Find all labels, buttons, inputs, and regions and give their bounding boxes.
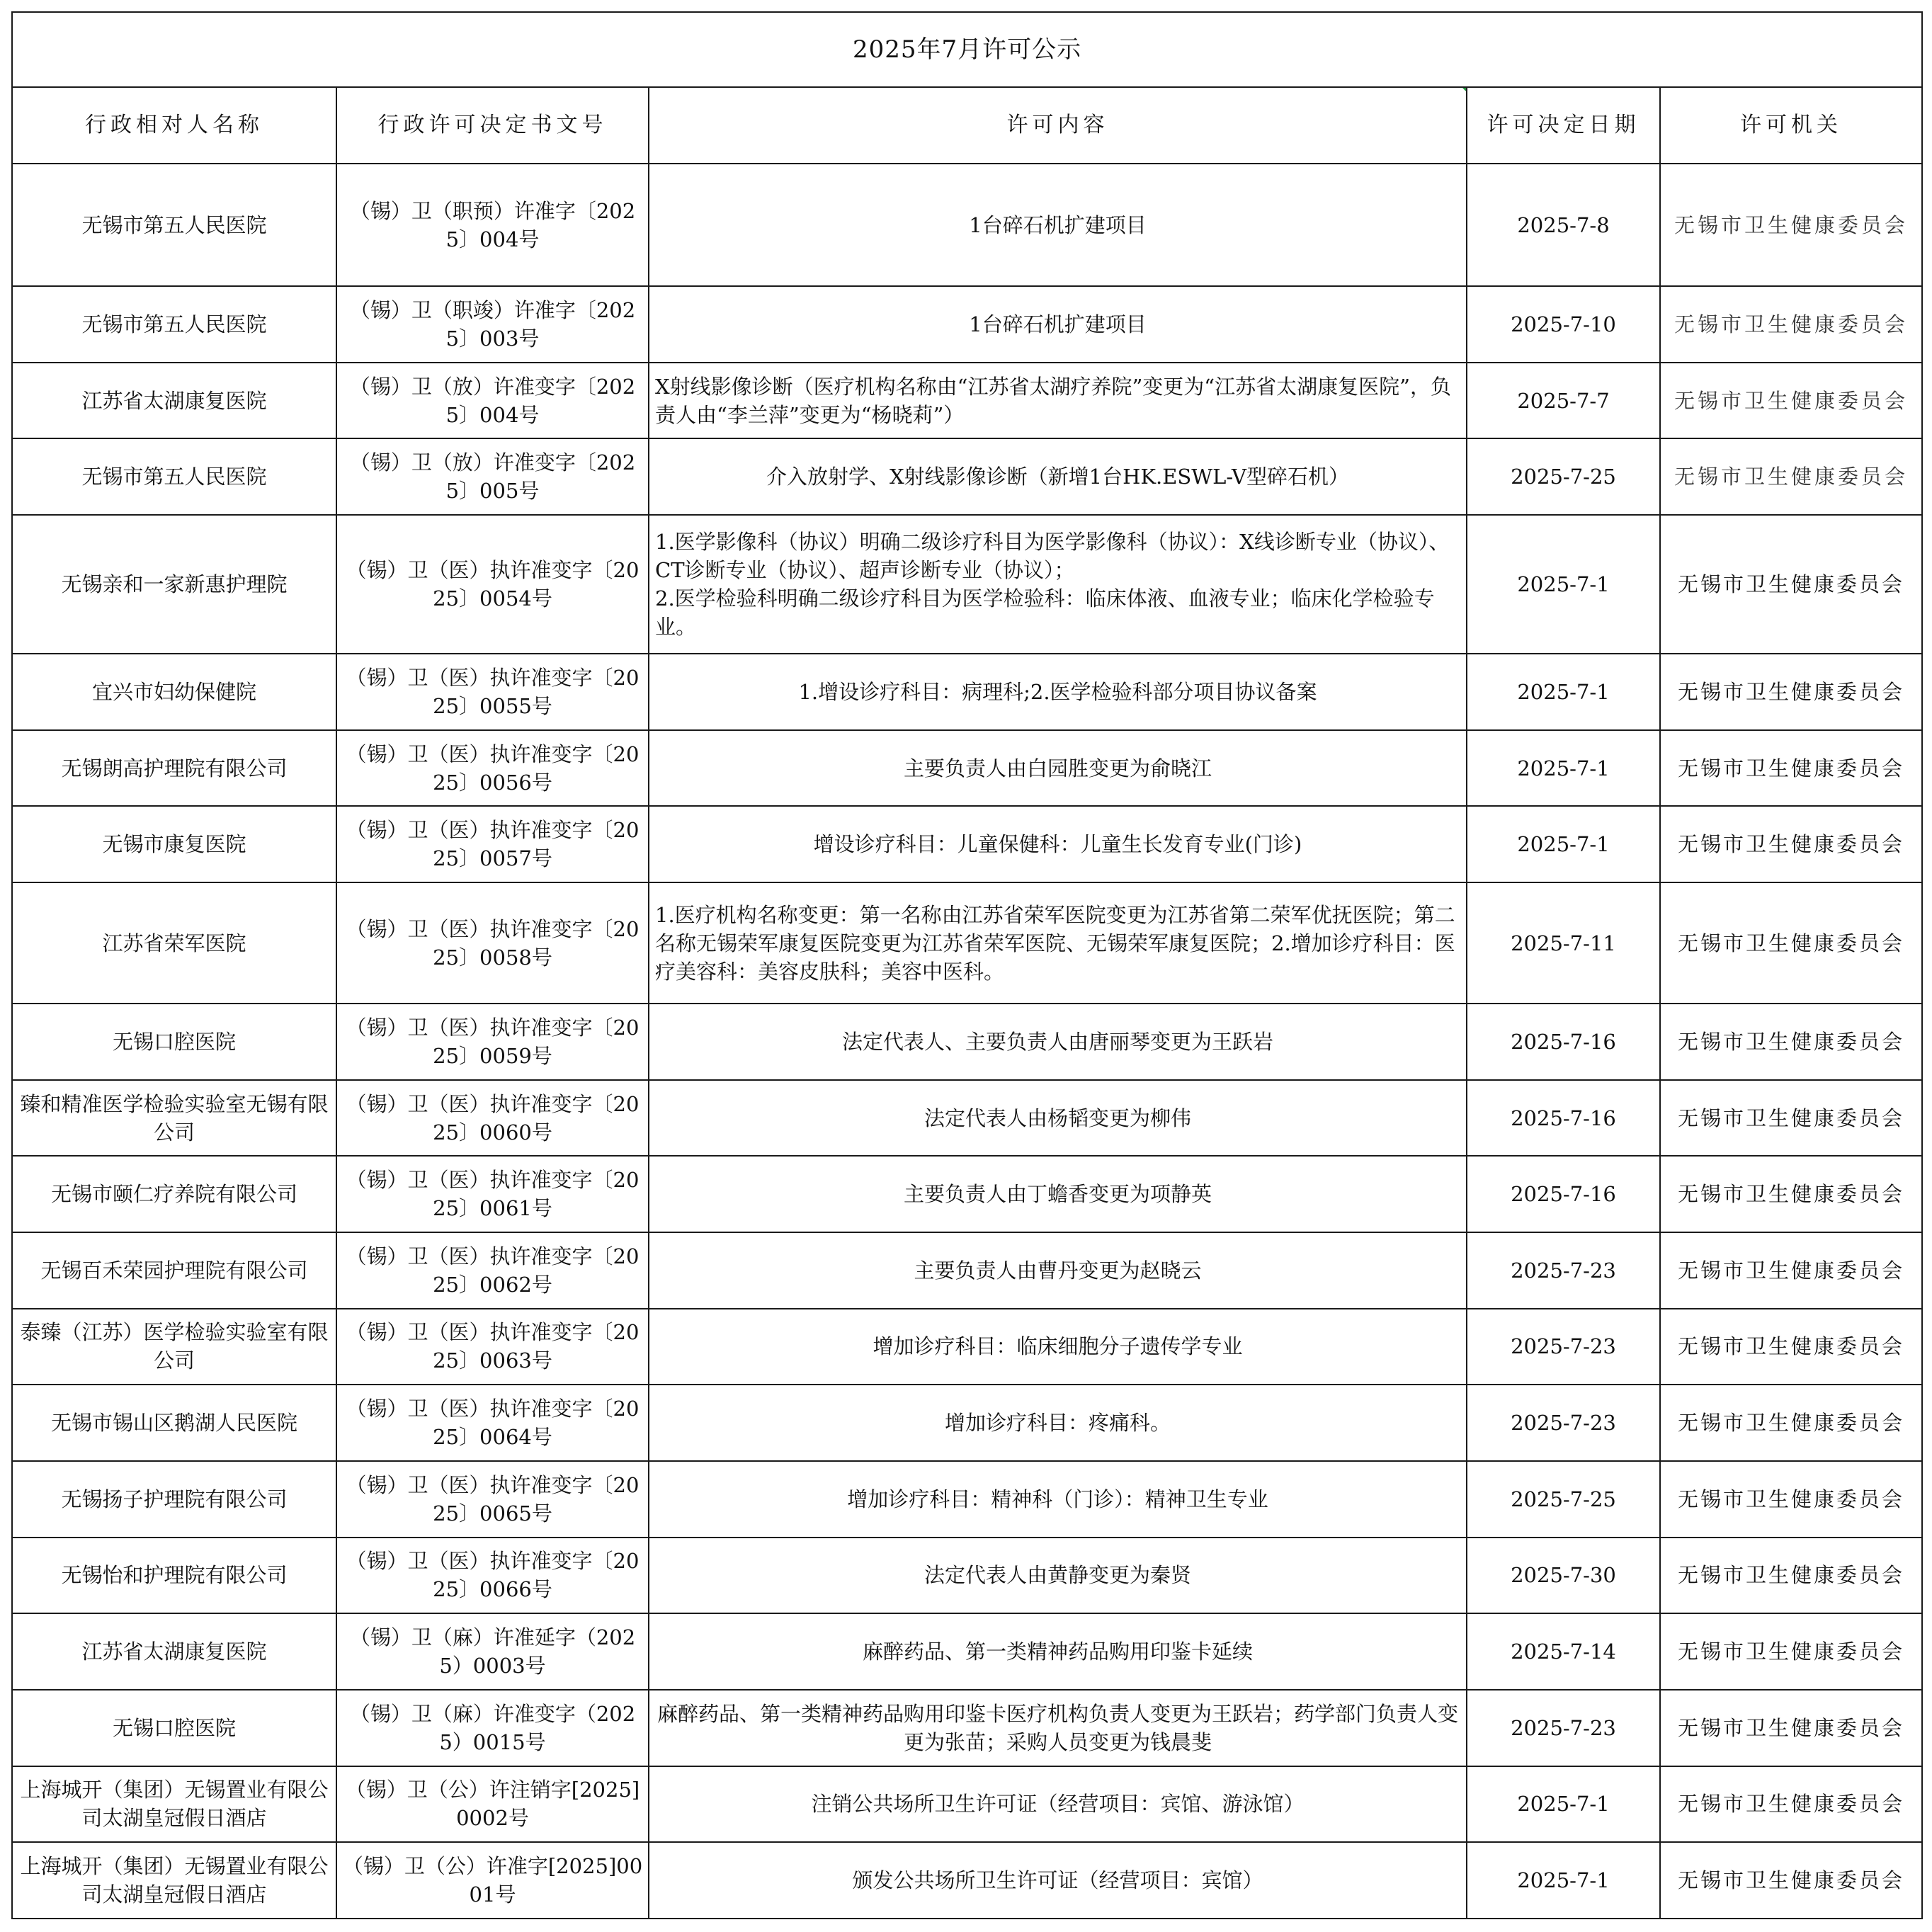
document-number-cell: （锡）卫（麻）许准变字（2025）0015号 (336, 1690, 649, 1766)
permit-table-sheet (11, 11, 1921, 1919)
applicant-cell: 无锡市第五人民医院 (12, 286, 336, 363)
permit-content-cell: 麻醉药品、第一类精神药品购用印鉴卡延续 (649, 1613, 1467, 1690)
decision-date-cell: 2025-7-25 (1467, 1461, 1660, 1538)
authority-cell: 无锡市卫生健康委员会 (1660, 438, 1922, 515)
document-number-cell: （锡）卫（职竣）许准字〔2025〕003号 (336, 286, 649, 363)
applicant-cell: 无锡市康复医院 (12, 806, 336, 882)
document-number-cell: （锡）卫（医）执许准变字〔2025〕0064号 (336, 1385, 649, 1461)
authority-cell: 无锡市卫生健康委员会 (1660, 1538, 1922, 1614)
decision-date-cell: 2025-7-16 (1467, 1080, 1660, 1157)
decision-date-cell: 2025-7-10 (1467, 286, 1660, 363)
document-number-cell: （锡）卫（医）执许准变字〔2025〕0063号 (336, 1309, 649, 1385)
table-body (12, 164, 1922, 1919)
authority-cell: 无锡市卫生健康委员会 (1660, 164, 1922, 286)
permit-content-cell: 法定代表人由杨韬变更为柳伟 (649, 1080, 1467, 1157)
authority-cell: 无锡市卫生健康委员会 (1660, 1385, 1922, 1461)
table-row (12, 164, 1922, 286)
table-row (12, 363, 1922, 439)
applicant-cell: 江苏省荣军医院 (12, 882, 336, 1004)
permit-table (11, 11, 1923, 1919)
header-document-number: 行政许可决定书文号 (336, 87, 649, 164)
table-row (12, 1766, 1922, 1843)
permit-content-cell: 1.医学影像科（协议）明确二级诊疗科目为医学影像科（协议）：X线诊断专业（协议）、CT诊断专业（协议）、超声诊断专业（协议）； 2.医学检验科明确二级诊疗科目为医学检验科：临床体液、血液专业；临床化学检验专业。 (649, 515, 1467, 654)
permit-content-cell: 1台碎石机扩建项目 (649, 164, 1467, 286)
permit-content-cell: 法定代表人由黄静变更为秦贤 (649, 1538, 1467, 1614)
permit-content-cell: 增设诊疗科目：儿童保健科：儿童生长发育专业(门诊) (649, 806, 1467, 882)
applicant-cell: 无锡口腔医院 (12, 1690, 336, 1766)
applicant-cell: 江苏省太湖康复医院 (12, 1613, 336, 1690)
decision-date-cell: 2025-7-25 (1467, 438, 1660, 515)
decision-date-cell: 2025-7-23 (1467, 1385, 1660, 1461)
authority-cell: 无锡市卫生健康委员会 (1660, 1080, 1922, 1157)
header-permit-content: 许可内容 (649, 87, 1467, 164)
decision-date-cell: 2025-7-1 (1467, 515, 1660, 654)
header-decision-date: 许可决定日期 (1467, 87, 1660, 164)
header-row (12, 87, 1922, 164)
permit-content-cell: 介入放射学、X射线影像诊断（新增1台HK.ESWL-V型碎石机） (649, 438, 1467, 515)
permit-content-cell: 1台碎石机扩建项目 (649, 286, 1467, 363)
permit-content-cell: 颁发公共场所卫生许可证（经营项目：宾馆） (649, 1842, 1467, 1919)
header-authority: 许可机关 (1660, 87, 1922, 164)
applicant-cell: 无锡市第五人民医院 (12, 438, 336, 515)
document-number-cell: （锡）卫（公）许注销字[2025]0002号 (336, 1766, 649, 1843)
authority-cell: 无锡市卫生健康委员会 (1660, 654, 1922, 730)
applicant-cell: 无锡市颐仁疗养院有限公司 (12, 1156, 336, 1232)
table-row (12, 1004, 1922, 1080)
decision-date-cell: 2025-7-1 (1467, 806, 1660, 882)
document-number-cell: （锡）卫（医）执许准变字〔2025〕0065号 (336, 1461, 649, 1538)
table-row (12, 1232, 1922, 1309)
document-number-cell: （锡）卫（放）许准变字〔2025〕005号 (336, 438, 649, 515)
permit-content-cell: 1.增设诊疗科目：病理科;2.医学检验科部分项目协议备案 (649, 654, 1467, 730)
applicant-cell: 无锡怡和护理院有限公司 (12, 1538, 336, 1614)
table-title: 2025年7月许可公示 (12, 12, 1922, 87)
permit-content-cell: 主要负责人由白园胜变更为俞晓江 (649, 730, 1467, 807)
permit-content-cell: X射线影像诊断（医疗机构名称由“江苏省太湖疗养院”变更为“江苏省太湖康复医院”，负责人由“李兰萍”变更为“杨晓莉”） (649, 363, 1467, 439)
permit-content-cell: 增加诊疗科目：临床细胞分子遗传学专业 (649, 1309, 1467, 1385)
document-number-cell: （锡）卫（职预）许准字〔2025〕004号 (336, 164, 649, 286)
decision-date-cell: 2025-7-23 (1467, 1309, 1660, 1385)
permit-content-cell: 增加诊疗科目：疼痛科。 (649, 1385, 1467, 1461)
authority-cell: 无锡市卫生健康委员会 (1660, 363, 1922, 439)
authority-cell: 无锡市卫生健康委员会 (1660, 515, 1922, 654)
applicant-cell: 无锡朗高护理院有限公司 (12, 730, 336, 807)
authority-cell: 无锡市卫生健康委员会 (1660, 1004, 1922, 1080)
table-row (12, 1690, 1922, 1766)
permit-content-cell: 麻醉药品、第一类精神药品购用印鉴卡医疗机构负责人变更为王跃岩；药学部门负责人变更为张苗；采购人员变更为钱晨斐 (649, 1690, 1467, 1766)
authority-cell: 无锡市卫生健康委员会 (1660, 1232, 1922, 1309)
document-number-cell: （锡）卫（麻）许准延字（2025）0003号 (336, 1613, 649, 1690)
authority-cell: 无锡市卫生健康委员会 (1660, 1461, 1922, 1538)
applicant-cell: 无锡口腔医院 (12, 1004, 336, 1080)
applicant-cell: 上海城开（集团）无锡置业有限公司太湖皇冠假日酒店 (12, 1842, 336, 1919)
applicant-cell: 臻和精准医学检验实验室无锡有限公司 (12, 1080, 336, 1157)
document-number-cell: （锡）卫（医）执许准变字〔2025〕0054号 (336, 515, 649, 654)
document-number-cell: （锡）卫（医）执许准变字〔2025〕0062号 (336, 1232, 649, 1309)
authority-cell: 无锡市卫生健康委员会 (1660, 1309, 1922, 1385)
table-row (12, 1080, 1922, 1157)
decision-date-cell: 2025-7-1 (1467, 654, 1660, 730)
table-row (12, 438, 1922, 515)
decision-date-cell: 2025-7-14 (1467, 1613, 1660, 1690)
authority-cell: 无锡市卫生健康委员会 (1660, 730, 1922, 807)
decision-date-cell: 2025-7-1 (1467, 730, 1660, 807)
table-row (12, 1309, 1922, 1385)
document-number-cell: （锡）卫（医）执许准变字〔2025〕0060号 (336, 1080, 649, 1157)
authority-cell: 无锡市卫生健康委员会 (1660, 1156, 1922, 1232)
authority-cell: 无锡市卫生健康委员会 (1660, 806, 1922, 882)
table-row (12, 730, 1922, 807)
table-row (12, 286, 1922, 363)
permit-content-cell: 法定代表人、主要负责人由唐丽琴变更为王跃岩 (649, 1004, 1467, 1080)
decision-date-cell: 2025-7-23 (1467, 1232, 1660, 1309)
permit-content-cell: 增加诊疗科目：精神科（门诊）：精神卫生专业 (649, 1461, 1467, 1538)
applicant-cell: 无锡扬子护理院有限公司 (12, 1461, 336, 1538)
decision-date-cell: 2025-7-8 (1467, 164, 1660, 286)
document-number-cell: （锡）卫（医）执许准变字〔2025〕0066号 (336, 1538, 649, 1614)
document-number-cell: （锡）卫（医）执许准变字〔2025〕0056号 (336, 730, 649, 807)
document-number-cell: （锡）卫（医）执许准变字〔2025〕0058号 (336, 882, 649, 1004)
table-row (12, 654, 1922, 730)
table-row (12, 1385, 1922, 1461)
document-number-cell: （锡）卫（医）执许准变字〔2025〕0059号 (336, 1004, 649, 1080)
table-row (12, 1538, 1922, 1614)
document-number-cell: （锡）卫（医）执许准变字〔2025〕0061号 (336, 1156, 649, 1232)
applicant-cell: 上海城开（集团）无锡置业有限公司太湖皇冠假日酒店 (12, 1766, 336, 1843)
decision-date-cell: 2025-7-16 (1467, 1004, 1660, 1080)
decision-date-cell: 2025-7-11 (1467, 882, 1660, 1004)
table-row (12, 882, 1922, 1004)
applicant-cell: 泰臻（江苏）医学检验实验室有限公司 (12, 1309, 336, 1385)
applicant-cell: 无锡百禾荣园护理院有限公司 (12, 1232, 336, 1309)
document-number-cell: （锡）卫（医）执许准变字〔2025〕0057号 (336, 806, 649, 882)
permit-content-cell: 注销公共场所卫生许可证（经营项目：宾馆、游泳馆） (649, 1766, 1467, 1843)
decision-date-cell: 2025-7-23 (1467, 1690, 1660, 1766)
applicant-cell: 宜兴市妇幼保健院 (12, 654, 336, 730)
decision-date-cell: 2025-7-1 (1467, 1766, 1660, 1843)
authority-cell: 无锡市卫生健康委员会 (1660, 882, 1922, 1004)
table-row (12, 1156, 1922, 1232)
table-row (12, 515, 1922, 654)
permit-content-cell: 主要负责人由曹丹变更为赵晓云 (649, 1232, 1467, 1309)
decision-date-cell: 2025-7-16 (1467, 1156, 1660, 1232)
permit-content-cell: 主要负责人由丁蟾香变更为项静英 (649, 1156, 1467, 1232)
applicant-cell: 江苏省太湖康复医院 (12, 363, 336, 439)
authority-cell: 无锡市卫生健康委员会 (1660, 1842, 1922, 1919)
document-number-cell: （锡）卫（放）许准变字〔2025〕004号 (336, 363, 649, 439)
cell-marker-icon (1461, 87, 1467, 93)
table-row (12, 806, 1922, 882)
decision-date-cell: 2025-7-30 (1467, 1538, 1660, 1614)
table-row (12, 1461, 1922, 1538)
document-number-cell: （锡）卫（公）许准字[2025]0001号 (336, 1842, 649, 1919)
authority-cell: 无锡市卫生健康委员会 (1660, 1613, 1922, 1690)
applicant-cell: 无锡市第五人民医院 (12, 164, 336, 286)
authority-cell: 无锡市卫生健康委员会 (1660, 1690, 1922, 1766)
authority-cell: 无锡市卫生健康委员会 (1660, 1766, 1922, 1843)
document-number-cell: （锡）卫（医）执许准变字〔2025〕0055号 (336, 654, 649, 730)
applicant-cell: 无锡亲和一家新惠护理院 (12, 515, 336, 654)
decision-date-cell: 2025-7-1 (1467, 1842, 1660, 1919)
table-row (12, 1613, 1922, 1690)
authority-cell: 无锡市卫生健康委员会 (1660, 286, 1922, 363)
table-row (12, 1842, 1922, 1919)
header-applicant: 行政相对人名称 (12, 87, 336, 164)
applicant-cell: 无锡市锡山区鹅湖人民医院 (12, 1385, 336, 1461)
decision-date-cell: 2025-7-7 (1467, 363, 1660, 439)
permit-content-cell: 1.医疗机构名称变更：第一名称由江苏省荣军医院变更为江苏省第二荣军优抚医院；第二名称无锡荣军康复医院变更为江苏省荣军医院、无锡荣军康复医院；2.增加诊疗科目：医疗美容科：美容皮肤科；美容中医科。 (649, 882, 1467, 1004)
